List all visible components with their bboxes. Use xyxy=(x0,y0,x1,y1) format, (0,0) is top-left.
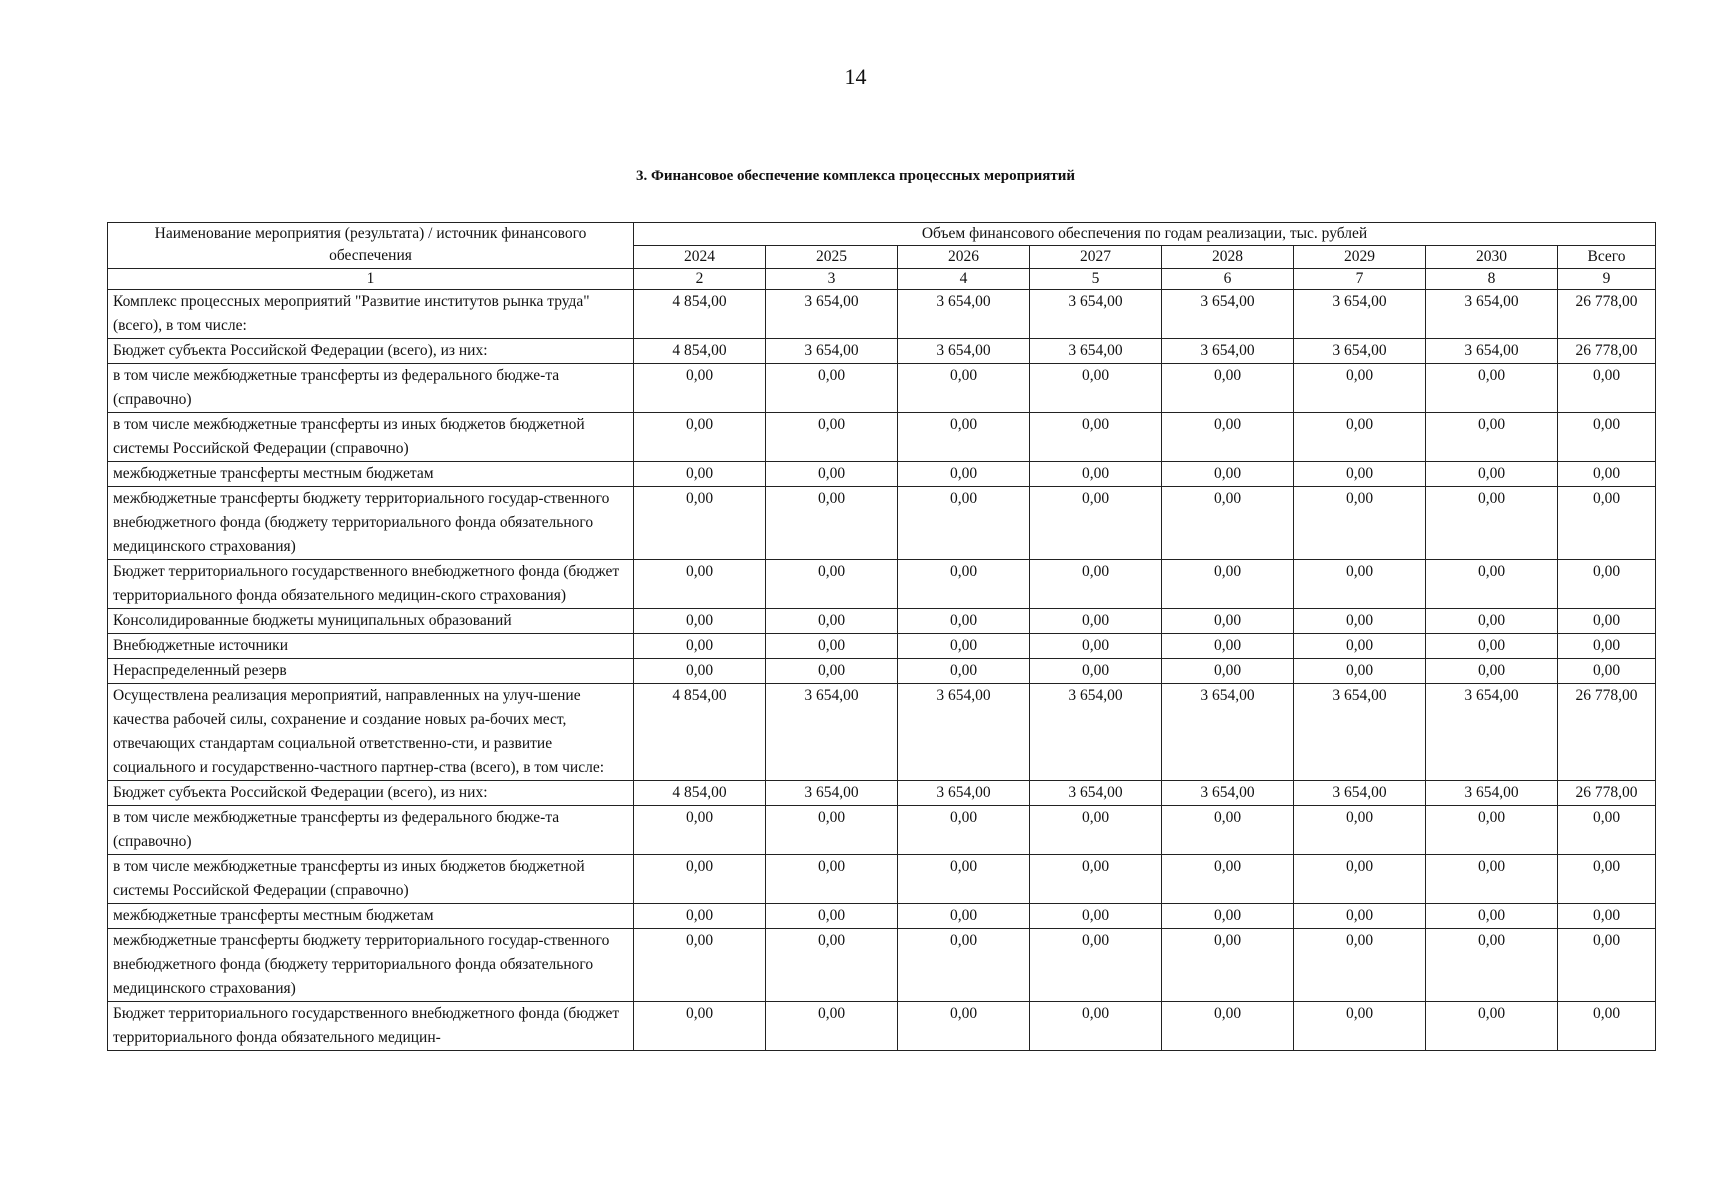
row-label: Нераспределенный резерв xyxy=(108,659,634,684)
year-header: 2029 xyxy=(1294,246,1426,269)
row-year-value: 0,00 xyxy=(766,487,898,560)
row-year-value: 0,00 xyxy=(1030,609,1162,634)
row-year-value: 0,00 xyxy=(1294,364,1426,413)
row-year-value: 0,00 xyxy=(766,413,898,462)
row-year-value: 3 654,00 xyxy=(1426,339,1558,364)
row-year-value: 0,00 xyxy=(898,1002,1030,1051)
row-year-value: 3 654,00 xyxy=(1426,781,1558,806)
row-year-value: 3 654,00 xyxy=(1030,684,1162,781)
row-total-value: 0,00 xyxy=(1558,929,1656,1002)
row-year-value: 0,00 xyxy=(1294,634,1426,659)
row-year-value: 0,00 xyxy=(1030,1002,1162,1051)
row-total-value: 0,00 xyxy=(1558,806,1656,855)
row-year-value: 0,00 xyxy=(898,413,1030,462)
row-year-value: 0,00 xyxy=(634,806,766,855)
index-row xyxy=(108,269,1656,290)
row-year-value: 0,00 xyxy=(766,364,898,413)
header-row xyxy=(108,223,1656,246)
row-year-value: 3 654,00 xyxy=(1162,684,1294,781)
row-total-value: 0,00 xyxy=(1558,462,1656,487)
row-year-value: 0,00 xyxy=(634,560,766,609)
table-row xyxy=(108,929,1656,1002)
row-year-value: 0,00 xyxy=(1426,855,1558,904)
row-year-value: 0,00 xyxy=(1426,364,1558,413)
row-total-value: 26 778,00 xyxy=(1558,781,1656,806)
row-year-value: 0,00 xyxy=(1294,904,1426,929)
table-row xyxy=(108,364,1656,413)
row-year-value: 0,00 xyxy=(898,806,1030,855)
row-label: межбюджетные трансферты местным бюджетам xyxy=(108,462,634,487)
row-label: Бюджет субъекта Российской Федерации (всего), из них: xyxy=(108,339,634,364)
table-row xyxy=(108,290,1656,339)
year-header: 2026 xyxy=(898,246,1030,269)
row-label: межбюджетные трансферты местным бюджетам xyxy=(108,904,634,929)
row-year-value: 3 654,00 xyxy=(766,339,898,364)
row-year-value: 0,00 xyxy=(1294,659,1426,684)
row-year-value: 0,00 xyxy=(898,487,1030,560)
row-total-value: 0,00 xyxy=(1558,1002,1656,1051)
row-year-value: 0,00 xyxy=(766,855,898,904)
row-year-value: 0,00 xyxy=(1030,364,1162,413)
row-year-value: 0,00 xyxy=(1162,659,1294,684)
row-total-value: 0,00 xyxy=(1558,904,1656,929)
row-year-value: 0,00 xyxy=(1426,609,1558,634)
row-year-value: 0,00 xyxy=(634,413,766,462)
column-index: 6 xyxy=(1162,269,1294,290)
row-year-value: 0,00 xyxy=(1162,634,1294,659)
row-year-value: 3 654,00 xyxy=(898,684,1030,781)
row-year-value: 3 654,00 xyxy=(1030,290,1162,339)
column-index: 9 xyxy=(1558,269,1656,290)
row-year-value: 0,00 xyxy=(1162,413,1294,462)
row-total-value: 26 778,00 xyxy=(1558,339,1656,364)
row-year-value: 0,00 xyxy=(1294,855,1426,904)
row-label: в том числе межбюджетные трансферты из иных бюджетов бюджетной системы Российской Федерации (справочно) xyxy=(108,855,634,904)
row-year-value: 0,00 xyxy=(1030,659,1162,684)
row-year-value: 3 654,00 xyxy=(1162,290,1294,339)
column-index: 7 xyxy=(1294,269,1426,290)
row-year-value: 0,00 xyxy=(898,904,1030,929)
row-year-value: 0,00 xyxy=(634,634,766,659)
row-year-value: 0,00 xyxy=(766,904,898,929)
row-year-value: 0,00 xyxy=(1426,462,1558,487)
row-year-value: 0,00 xyxy=(1426,929,1558,1002)
row-year-value: 0,00 xyxy=(1162,855,1294,904)
row-total-value: 0,00 xyxy=(1558,560,1656,609)
row-year-value: 0,00 xyxy=(1426,560,1558,609)
row-total-value: 0,00 xyxy=(1558,634,1656,659)
row-label: Внебюджетные источники xyxy=(108,634,634,659)
row-total-value: 0,00 xyxy=(1558,609,1656,634)
row-label: Бюджет территориального государственного внебюджетного фонда (бюджет территориального фонда обязательного медицин-ского страхования) xyxy=(108,560,634,609)
row-year-value: 0,00 xyxy=(766,560,898,609)
financing-table xyxy=(107,222,1656,1051)
row-year-value: 0,00 xyxy=(898,462,1030,487)
row-label: в том числе межбюджетные трансферты из федерального бюдже-та (справочно) xyxy=(108,364,634,413)
row-year-value: 0,00 xyxy=(1162,806,1294,855)
row-year-value: 0,00 xyxy=(1162,904,1294,929)
row-year-value: 3 654,00 xyxy=(766,684,898,781)
row-year-value: 0,00 xyxy=(1426,806,1558,855)
row-year-value: 0,00 xyxy=(1162,1002,1294,1051)
row-year-value: 0,00 xyxy=(634,487,766,560)
row-year-value: 0,00 xyxy=(898,634,1030,659)
row-year-value: 0,00 xyxy=(1426,904,1558,929)
row-year-value: 0,00 xyxy=(634,929,766,1002)
year-header: 2027 xyxy=(1030,246,1162,269)
row-year-value: 3 654,00 xyxy=(1426,684,1558,781)
row-year-value: 3 654,00 xyxy=(1294,339,1426,364)
column-header-volume: Объем финансового обеспечения по годам реализации, тыс. рублей xyxy=(634,223,1656,246)
row-year-value: 3 654,00 xyxy=(1162,781,1294,806)
year-header: 2028 xyxy=(1162,246,1294,269)
row-year-value: 0,00 xyxy=(766,1002,898,1051)
row-year-value: 0,00 xyxy=(1030,806,1162,855)
row-year-value: 3 654,00 xyxy=(1294,684,1426,781)
row-year-value: 4 854,00 xyxy=(634,290,766,339)
row-label: межбюджетные трансферты бюджету территориального государ-ственного внебюджетного фонда (бюджету территориального фонда обязательного медицинского страхования) xyxy=(108,929,634,1002)
row-year-value: 0,00 xyxy=(766,659,898,684)
section-title: 3. Финансовое обеспечение комплекса процессных мероприятий xyxy=(636,168,1075,184)
row-year-value: 3 654,00 xyxy=(1294,290,1426,339)
row-year-value: 3 654,00 xyxy=(898,290,1030,339)
row-total-value: 0,00 xyxy=(1558,855,1656,904)
row-year-value: 4 854,00 xyxy=(634,684,766,781)
row-year-value: 3 654,00 xyxy=(766,781,898,806)
table-row xyxy=(108,659,1656,684)
column-index: 8 xyxy=(1426,269,1558,290)
row-label: Бюджет субъекта Российской Федерации (всего), из них: xyxy=(108,781,634,806)
year-header: 2024 xyxy=(634,246,766,269)
column-index: 1 xyxy=(108,269,634,290)
row-year-value: 0,00 xyxy=(1030,413,1162,462)
row-year-value: 0,00 xyxy=(1162,560,1294,609)
row-year-value: 0,00 xyxy=(1294,413,1426,462)
column-index: 2 xyxy=(634,269,766,290)
row-year-value: 0,00 xyxy=(898,364,1030,413)
row-year-value: 3 654,00 xyxy=(1162,339,1294,364)
row-year-value: 4 854,00 xyxy=(634,339,766,364)
row-total-value: 26 778,00 xyxy=(1558,684,1656,781)
row-year-value: 3 654,00 xyxy=(1426,290,1558,339)
row-year-value: 0,00 xyxy=(1162,487,1294,560)
row-year-value: 0,00 xyxy=(1426,1002,1558,1051)
table-row xyxy=(108,781,1656,806)
row-year-value: 0,00 xyxy=(1426,413,1558,462)
row-total-value: 0,00 xyxy=(1558,487,1656,560)
row-year-value: 0,00 xyxy=(898,929,1030,1002)
row-year-value: 0,00 xyxy=(766,462,898,487)
table-row xyxy=(108,1002,1656,1051)
column-index: 4 xyxy=(898,269,1030,290)
row-year-value: 0,00 xyxy=(766,634,898,659)
table-row xyxy=(108,904,1656,929)
row-year-value: 0,00 xyxy=(898,855,1030,904)
table-row xyxy=(108,413,1656,462)
row-year-value: 0,00 xyxy=(766,609,898,634)
row-label: межбюджетные трансферты бюджету территориального государ-ственного внебюджетного фонда (бюджету территориального фонда обязательного медицинского страхования) xyxy=(108,487,634,560)
row-year-value: 0,00 xyxy=(766,806,898,855)
row-year-value: 0,00 xyxy=(1162,609,1294,634)
row-label: Консолидированные бюджеты муниципальных образований xyxy=(108,609,634,634)
row-year-value: 0,00 xyxy=(766,929,898,1002)
year-header: 2025 xyxy=(766,246,898,269)
row-total-value: 26 778,00 xyxy=(1558,290,1656,339)
total-header: Всего xyxy=(1558,246,1656,269)
row-year-value: 0,00 xyxy=(1030,462,1162,487)
row-year-value: 0,00 xyxy=(898,560,1030,609)
row-year-value: 0,00 xyxy=(634,855,766,904)
table-body xyxy=(108,290,1656,1051)
row-year-value: 0,00 xyxy=(1294,929,1426,1002)
row-year-value: 3 654,00 xyxy=(1030,339,1162,364)
row-year-value: 0,00 xyxy=(1294,462,1426,487)
row-year-value: 0,00 xyxy=(634,1002,766,1051)
row-year-value: 0,00 xyxy=(634,904,766,929)
row-year-value: 4 854,00 xyxy=(634,781,766,806)
row-year-value: 0,00 xyxy=(898,609,1030,634)
page-number: 14 xyxy=(844,64,867,89)
row-year-value: 0,00 xyxy=(1426,659,1558,684)
table-row xyxy=(108,684,1656,781)
row-year-value: 0,00 xyxy=(1426,487,1558,560)
row-label: Комплекс процессных мероприятий "Развитие институтов рынка труда" (всего), в том числе: xyxy=(108,290,634,339)
row-year-value: 0,00 xyxy=(1030,560,1162,609)
table-row xyxy=(108,339,1656,364)
row-year-value: 0,00 xyxy=(1294,806,1426,855)
row-year-value: 3 654,00 xyxy=(898,339,1030,364)
row-year-value: 0,00 xyxy=(1030,487,1162,560)
table-row xyxy=(108,560,1656,609)
table-row xyxy=(108,806,1656,855)
row-year-value: 3 654,00 xyxy=(898,781,1030,806)
row-year-value: 3 654,00 xyxy=(1030,781,1162,806)
row-label: в том числе межбюджетные трансферты из иных бюджетов бюджетной системы Российской Федерации (справочно) xyxy=(108,413,634,462)
table-row xyxy=(108,462,1656,487)
row-year-value: 0,00 xyxy=(1162,929,1294,1002)
row-total-value: 0,00 xyxy=(1558,364,1656,413)
column-index: 5 xyxy=(1030,269,1162,290)
row-year-value: 0,00 xyxy=(1294,1002,1426,1051)
row-year-value: 0,00 xyxy=(1294,560,1426,609)
column-index: 3 xyxy=(766,269,898,290)
row-year-value: 0,00 xyxy=(1030,904,1162,929)
row-year-value: 0,00 xyxy=(1030,929,1162,1002)
row-total-value: 0,00 xyxy=(1558,413,1656,462)
table-row xyxy=(108,609,1656,634)
row-total-value: 0,00 xyxy=(1558,659,1656,684)
row-year-value: 0,00 xyxy=(898,659,1030,684)
row-year-value: 0,00 xyxy=(1030,634,1162,659)
column-header-name: Наименование мероприятия (результата) / источник финансового обеспечения xyxy=(108,223,634,269)
row-year-value: 3 654,00 xyxy=(1294,781,1426,806)
row-year-value: 0,00 xyxy=(1162,462,1294,487)
row-label: Бюджет территориального государственного внебюджетного фонда (бюджет территориального фонда обязательного медицин- xyxy=(108,1002,634,1051)
row-label: Осуществлена реализация мероприятий, направленных на улуч-шение качества рабочей силы, сохранение и создание новых ра-бочих мест, отвечающих стандартам социальной ответственно-сти, и развитие социального и государственно-частного партнер-ства (всего), в том числе: xyxy=(108,684,634,781)
row-year-value: 0,00 xyxy=(1294,609,1426,634)
row-year-value: 0,00 xyxy=(1294,487,1426,560)
row-year-value: 3 654,00 xyxy=(766,290,898,339)
table-row xyxy=(108,634,1656,659)
row-year-value: 0,00 xyxy=(634,659,766,684)
row-year-value: 0,00 xyxy=(634,609,766,634)
year-header: 2030 xyxy=(1426,246,1558,269)
row-label: в том числе межбюджетные трансферты из федерального бюдже-та (справочно) xyxy=(108,806,634,855)
row-year-value: 0,00 xyxy=(1162,364,1294,413)
row-year-value: 0,00 xyxy=(1030,855,1162,904)
row-year-value: 0,00 xyxy=(634,462,766,487)
table-row xyxy=(108,855,1656,904)
table-row xyxy=(108,487,1656,560)
row-year-value: 0,00 xyxy=(1426,634,1558,659)
row-year-value: 0,00 xyxy=(634,364,766,413)
